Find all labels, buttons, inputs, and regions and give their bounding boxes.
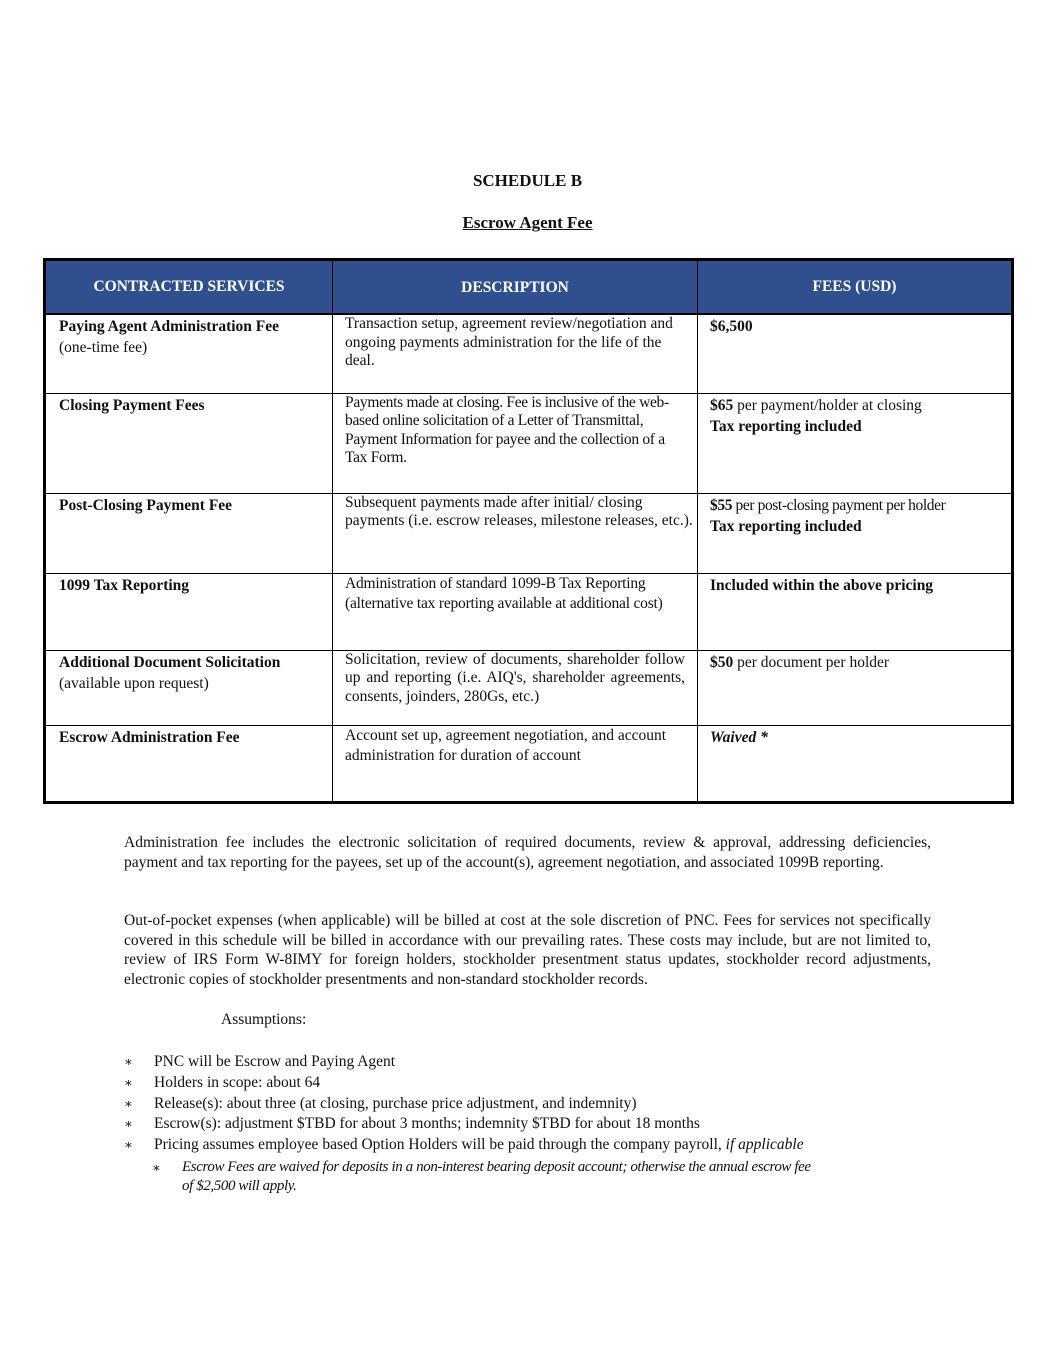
fee-extra: Tax reporting included	[710, 417, 862, 435]
table-row	[45, 650, 1013, 725]
service-description: Administration of standard 1099-B Tax Reporting (alternative tax reporting available at additional cost)	[333, 573, 698, 650]
service-name: Additional Document Solicitation	[59, 653, 281, 671]
list-item: ∗ Holders in scope: about 64	[124, 1073, 804, 1094]
list-item: ∗ Release(s): about three (at closing, purchase price adjustment, and indemnity)	[124, 1094, 804, 1115]
service-description: Transaction setup, agreement review/negotiation and ongoing payments administration for the life of the deal.	[333, 314, 698, 393]
bullet-icon: ∗	[124, 1137, 133, 1153]
service-name: Closing Payment Fees	[59, 396, 205, 414]
list-item: ∗ PNC will be Escrow and Paying Agent	[124, 1052, 804, 1073]
column-header-fees: FEES (USD)	[698, 260, 1013, 315]
service-description: Payments made at closing. Fee is inclusive of the web-based online solicitation of a Letter of Transmittal, Payment Information for payee and the collection of a Tax Form.	[333, 393, 698, 493]
fee-amount: $55	[710, 496, 733, 514]
fee-amount: $50	[710, 653, 734, 671]
service-note: (available upon request)	[59, 674, 209, 692]
table-row	[45, 493, 1013, 573]
fee-amount: $65	[710, 396, 734, 414]
admin-fee-paragraph: Administration fee includes the electronic solicitation of required documents, review & approval, addressing deficiencies, payment and tax reporting for the payees, set up of the account(s), agreement negotiation, and associated 1099B reporting.	[124, 834, 931, 871]
table-row	[45, 573, 1013, 650]
service-note: (one-time fee)	[59, 339, 148, 356]
assumptions-list	[124, 1052, 804, 1156]
schedule-title: SCHEDULE B	[472, 171, 583, 190]
column-header-services: CONTRACTED SERVICES	[45, 260, 333, 315]
table-row	[45, 314, 1013, 393]
service-name: 1099 Tax Reporting	[59, 576, 190, 594]
fee-table	[43, 258, 1014, 804]
service-description: Subsequent payments made after initial/ closing payments (i.e. escrow releases, milestone releases, etc.).	[333, 493, 698, 573]
table-row	[45, 725, 1013, 802]
service-name: Escrow Administration Fee	[59, 728, 240, 746]
fee-extra: Tax reporting included	[710, 517, 862, 535]
service-description: Solicitation, review of documents, shareholder follow up and reporting (i.e. AIQ's, shareholder agreements, consents, joinders, 280Gs, etc.)	[333, 650, 698, 725]
table-row	[45, 393, 1013, 493]
list-item: ∗ Pricing assumes employee based Option Holders will be paid through the company payroll, if applicable	[124, 1135, 804, 1156]
bullet-icon: ∗	[124, 1074, 133, 1090]
fee-amount: Waived *	[710, 728, 768, 746]
service-description: Account set up, agreement negotiation, and account administration for duration of account	[333, 725, 698, 802]
fee-text: per payment/holder at closing	[733, 396, 922, 414]
column-header-description: DESCRIPTION	[333, 260, 698, 315]
table-header-row	[45, 260, 1013, 315]
bullet-icon: ∗	[124, 1054, 133, 1069]
service-name: Post-Closing Payment Fee	[59, 496, 233, 514]
assumptions-label: Assumptions:	[221, 1011, 307, 1028]
out-of-pocket-paragraph: Out-of-pocket expenses (when applicable) will be billed at cost at the sole discretion of PNC. Fees for services not specifically covered in this schedule will be billed in accordance with our prevailing rates. These costs may include, but are not limited to, review of IRS Form W-8IMY for foreign holders, stockholder presentment status updates, stockholder record adjustments, electronic copies of stockholder presentments and non-standard stockholder records.	[124, 912, 931, 988]
page-subtitle: Escrow Agent Fee	[462, 213, 593, 232]
fee-text: per document per holder	[733, 653, 890, 671]
fee-text: per post-closing payment per holder	[732, 496, 946, 514]
bullet-icon: ∗	[124, 1116, 133, 1132]
bullet-icon: ∗	[124, 1095, 133, 1111]
service-name: Paying Agent Administration Fee	[59, 318, 280, 335]
footnote-text: Escrow Fees are waived for deposits in a non-interest bearing deposit account; otherwise the annual escrow fee of $2,500 will apply.	[182, 1159, 811, 1194]
fee-amount: Included within the above pricing	[710, 576, 934, 594]
bullet-icon: ∗	[152, 1160, 161, 1175]
list-item: ∗ Escrow(s): adjustment $TBD for about 3 months; indemnity $TBD for about 18 months	[124, 1114, 804, 1135]
fee-amount: $6,500	[710, 318, 753, 335]
